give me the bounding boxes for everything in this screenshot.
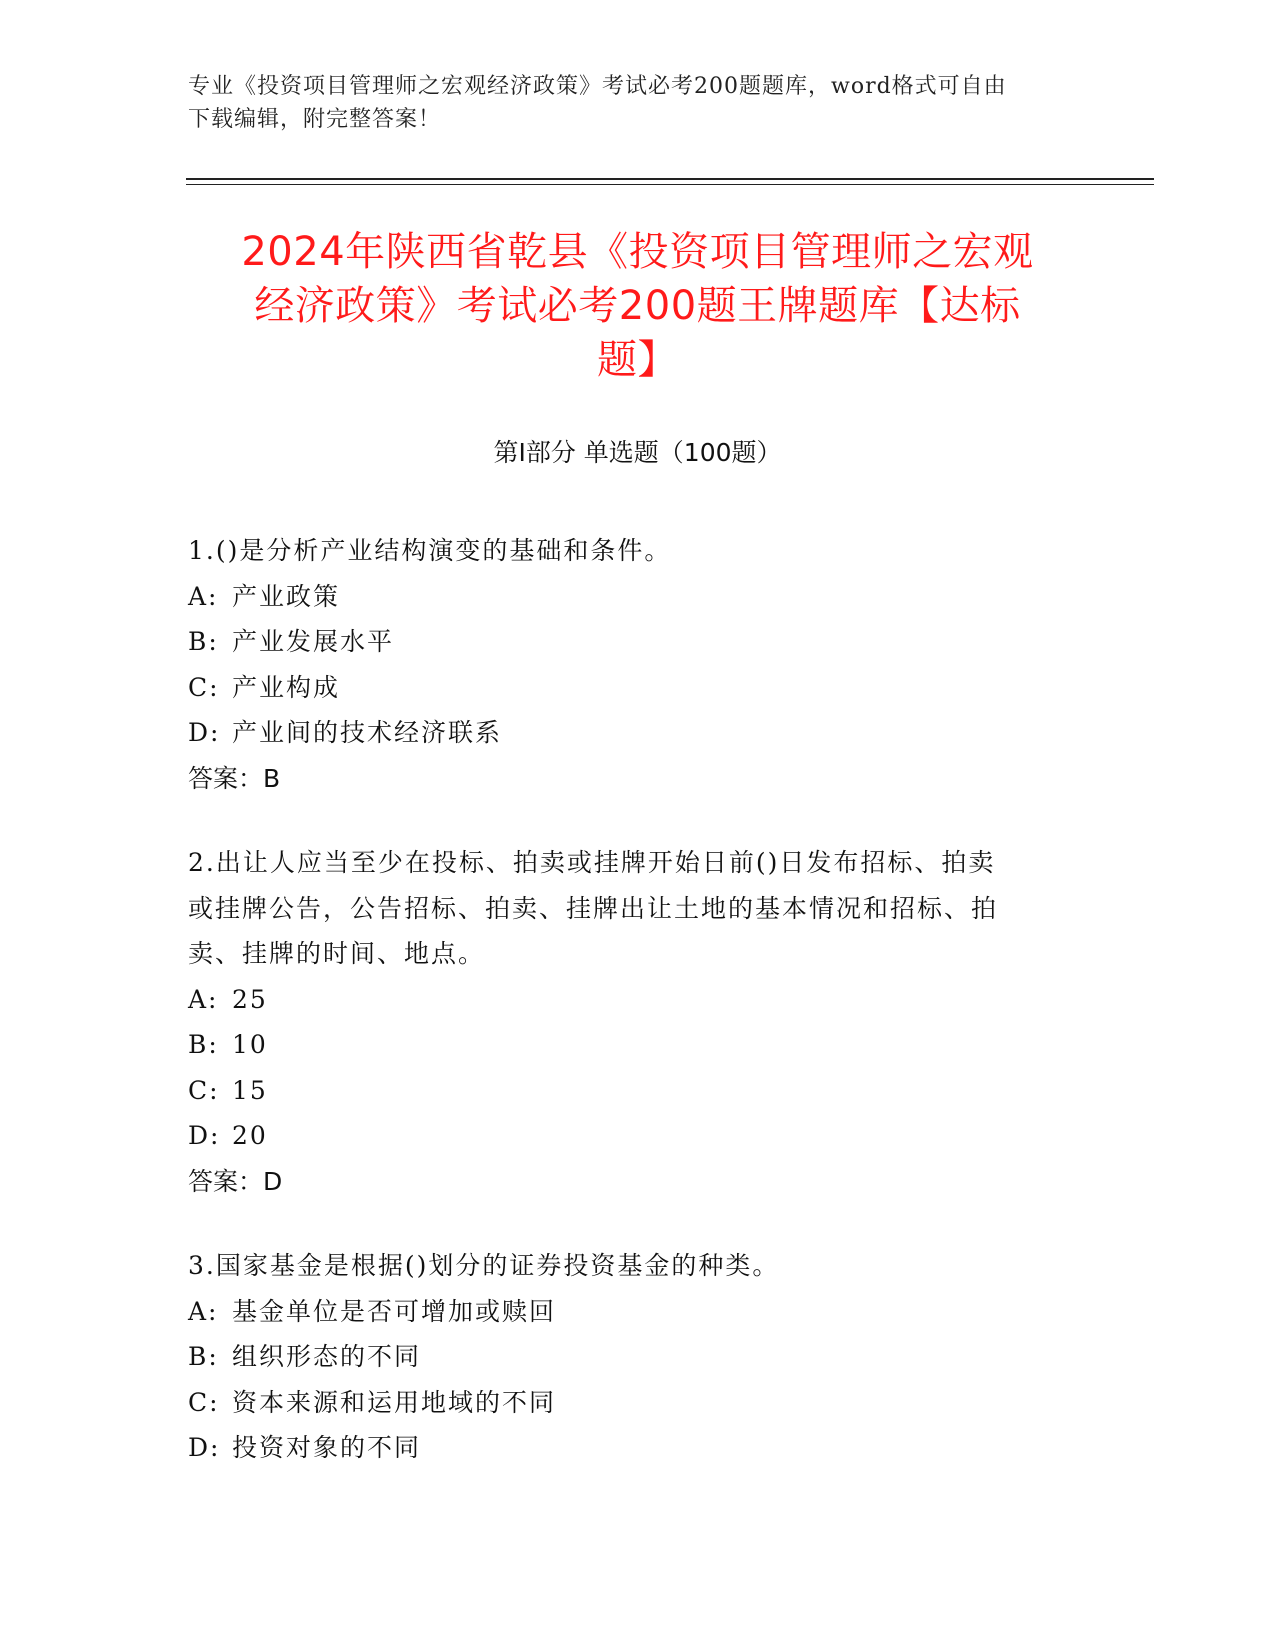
option-text: 15 [232, 1075, 268, 1105]
option-letter: C: [188, 1075, 220, 1105]
option-c [188, 665, 1068, 711]
option-letter: B: [188, 1030, 219, 1059]
option-letter: D: [188, 1433, 221, 1462]
option-letter: A: [188, 581, 219, 611]
option-a [188, 1289, 1068, 1335]
option-letter: B: [188, 1342, 219, 1371]
option-text: 25 [232, 984, 268, 1014]
option-text: 资本来源和运用地域的不同 [232, 1387, 557, 1417]
header-line: 下载编辑，附完整答案！ [188, 107, 442, 132]
question-stem: 1.()是分析产业结构演变的基础和条件。 [188, 536, 672, 565]
question-stem: 3.国家基金是根据()划分的证券投资基金的种类。 [188, 1251, 780, 1280]
header-divider [186, 178, 1154, 180]
header-divider [186, 184, 1154, 185]
title-line: 题】 [597, 337, 678, 383]
option-a [188, 574, 1068, 620]
option-letter: A: [188, 984, 219, 1014]
question-stem: 卖、挂牌的时间、地点。 [188, 939, 486, 968]
document-title [180, 225, 1095, 387]
option-d [188, 1425, 1068, 1471]
option-a [188, 977, 1068, 1023]
option-b [188, 619, 1068, 665]
option-text: 基金单位是否可增加或赎回 [232, 1296, 557, 1326]
option-letter: D: [188, 718, 221, 747]
option-b [188, 1022, 1068, 1068]
question-2 [188, 840, 1068, 1204]
option-letter: D: [188, 1121, 221, 1150]
option-text: 组织形态的不同 [232, 1342, 422, 1371]
question-stem: 或挂牌公告，公告招标、拍卖、挂牌出让土地的基本情况和招标、拍 [188, 893, 999, 923]
option-text: 产业发展水平 [232, 627, 395, 656]
page-header [188, 70, 1078, 136]
option-letter: C: [188, 672, 220, 702]
question-list [188, 528, 1068, 1510]
option-text: 20 [232, 1121, 268, 1150]
option-text: 10 [232, 1030, 268, 1059]
question-1 [188, 528, 1068, 801]
option-c [188, 1068, 1068, 1114]
option-letter: A: [188, 1296, 219, 1326]
option-d [188, 710, 1068, 756]
option-c [188, 1380, 1068, 1426]
option-d [188, 1113, 1068, 1159]
answer: 答案：B [188, 763, 281, 793]
option-b [188, 1334, 1068, 1380]
section-heading: 第Ⅰ部分 单选题（100题） [493, 438, 782, 467]
option-text: 投资对象的不同 [232, 1433, 422, 1462]
question-stem: 2.出让人应当至少在投标、拍卖或挂牌开始日前()日发布招标、拍卖 [188, 848, 996, 877]
option-text: 产业构成 [232, 672, 341, 702]
option-letter: C: [188, 1387, 220, 1417]
header-line: 专业《投资项目管理师之宏观经济政策》考试必考200题题库，word格式可自由 [188, 74, 1007, 99]
question-3 [188, 1243, 1068, 1471]
option-letter: B: [188, 627, 219, 656]
option-text: 产业间的技术经济联系 [232, 718, 503, 747]
title-line: 2024年陕西省乾县《投资项目管理师之宏观 [241, 229, 1034, 275]
title-line: 经济政策》考试必考200题王牌题库【达标 [254, 283, 1021, 329]
answer: 答案：D [188, 1166, 283, 1196]
option-text: 产业政策 [232, 581, 341, 611]
